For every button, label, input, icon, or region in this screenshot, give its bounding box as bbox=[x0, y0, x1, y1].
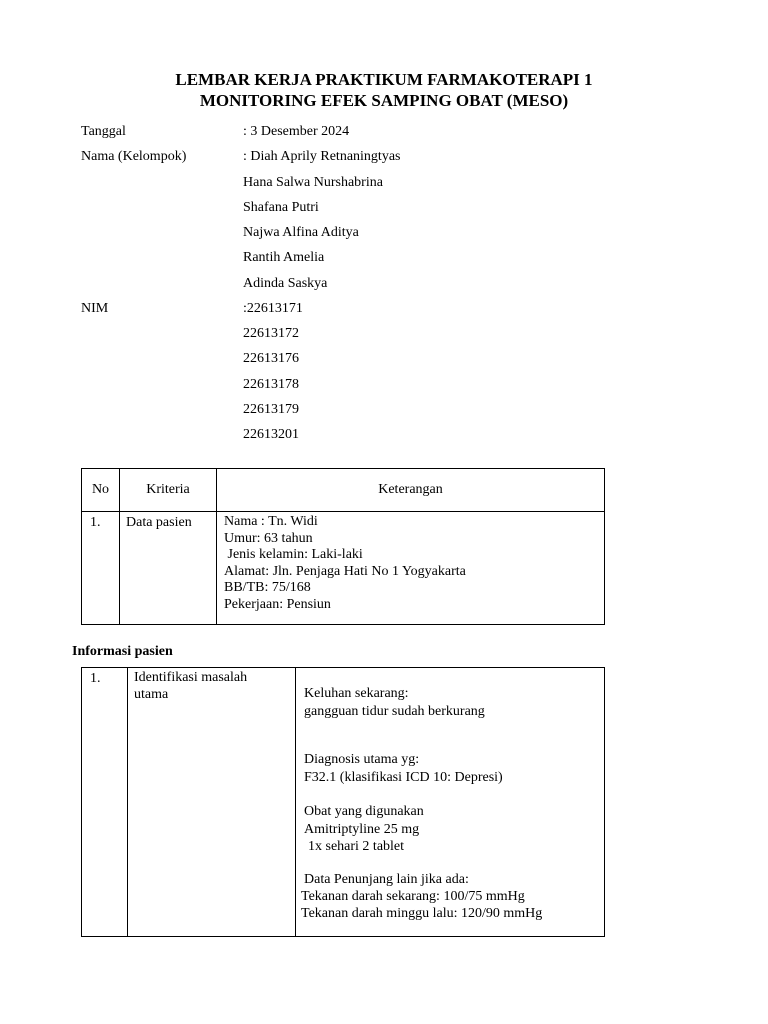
diagnosis-value: F32.1 (klasifikasi ICD 10: Depresi) bbox=[304, 770, 503, 785]
keluhan-label: Keluhan sekarang: bbox=[304, 686, 409, 701]
nama-value: Adinda Saskya bbox=[243, 276, 328, 291]
obat-name: Amitriptyline 25 mg bbox=[304, 822, 420, 837]
nim-value: 22613201 bbox=[243, 427, 299, 442]
tanggal-value: : 3 Desember 2024 bbox=[243, 124, 350, 139]
data-pasien-table bbox=[81, 468, 605, 625]
nama-value: Rantih Amelia bbox=[243, 250, 325, 265]
informasi-pasien-table bbox=[81, 667, 605, 937]
row-kriteria bbox=[128, 668, 296, 937]
keluhan-value: gangguan tidur sudah berkurang bbox=[304, 704, 485, 719]
nim-value: 22613178 bbox=[243, 377, 299, 392]
row-no: 1. bbox=[82, 512, 120, 625]
keterangan-line: Jenis kelamin: Laki-laki bbox=[224, 547, 363, 562]
section-title: Informasi pasien bbox=[72, 644, 173, 659]
nama-value: Hana Salwa Nurshabrina bbox=[243, 175, 383, 190]
nama-value: : Diah Aprily Retnaningtyas bbox=[243, 149, 401, 164]
row-kriteria: Data pasien bbox=[120, 512, 217, 625]
nim-value: :22613171 bbox=[243, 301, 303, 316]
row-keterangan bbox=[296, 668, 605, 937]
nim-value: 22613172 bbox=[243, 326, 299, 341]
obat-dose: 1x sehari 2 tablet bbox=[308, 839, 405, 854]
obat-label: Obat yang digunakan bbox=[304, 804, 424, 819]
nama-value: Shafana Putri bbox=[243, 200, 319, 215]
title-line-1: LEMBAR KERJA PRAKTIKUM FARMAKOTERAPI 1 bbox=[175, 70, 593, 89]
table-row bbox=[82, 512, 605, 625]
kriteria-line: Identifikasi masalah bbox=[134, 670, 248, 685]
td-last: Tekanan darah minggu lalu: 120/90 mmHg bbox=[301, 906, 543, 921]
keterangan-line: Nama : Tn. Widi bbox=[224, 514, 318, 529]
tanggal-label: Tanggal bbox=[81, 124, 126, 139]
diagnosis-label: Diagnosis utama yg: bbox=[304, 752, 420, 767]
row-no: 1. bbox=[82, 668, 128, 937]
document-title bbox=[0, 69, 768, 111]
nim-value: 22613176 bbox=[243, 351, 299, 366]
nim-label: NIM bbox=[81, 301, 109, 316]
table-row bbox=[82, 668, 605, 937]
nim-value: 22613179 bbox=[243, 402, 299, 417]
row-keterangan bbox=[217, 512, 605, 625]
header-keterangan: Keterangan bbox=[217, 469, 605, 512]
keterangan-line: BB/TB: 75/168 bbox=[224, 580, 311, 595]
penunjang-label: Data Penunjang lain jika ada: bbox=[304, 872, 469, 887]
kriteria-line: utama bbox=[134, 687, 169, 702]
header-no: No bbox=[82, 469, 120, 512]
keterangan-line: Umur: 63 tahun bbox=[224, 530, 313, 546]
header-kriteria: Kriteria bbox=[120, 469, 217, 512]
nama-label: Nama (Kelompok) bbox=[81, 149, 187, 164]
nama-value: Najwa Alfina Aditya bbox=[243, 225, 359, 240]
keterangan-line: Alamat: Jln. Penjaga Hati No 1 Yogyakarta bbox=[224, 563, 466, 579]
keterangan-line: Pekerjaan: Pensiun bbox=[224, 596, 331, 612]
title-line-2: MONITORING EFEK SAMPING OBAT (MESO) bbox=[199, 91, 569, 110]
td-now: Tekanan darah sekarang: 100/75 mmHg bbox=[301, 889, 525, 904]
table-header-row bbox=[82, 469, 605, 512]
